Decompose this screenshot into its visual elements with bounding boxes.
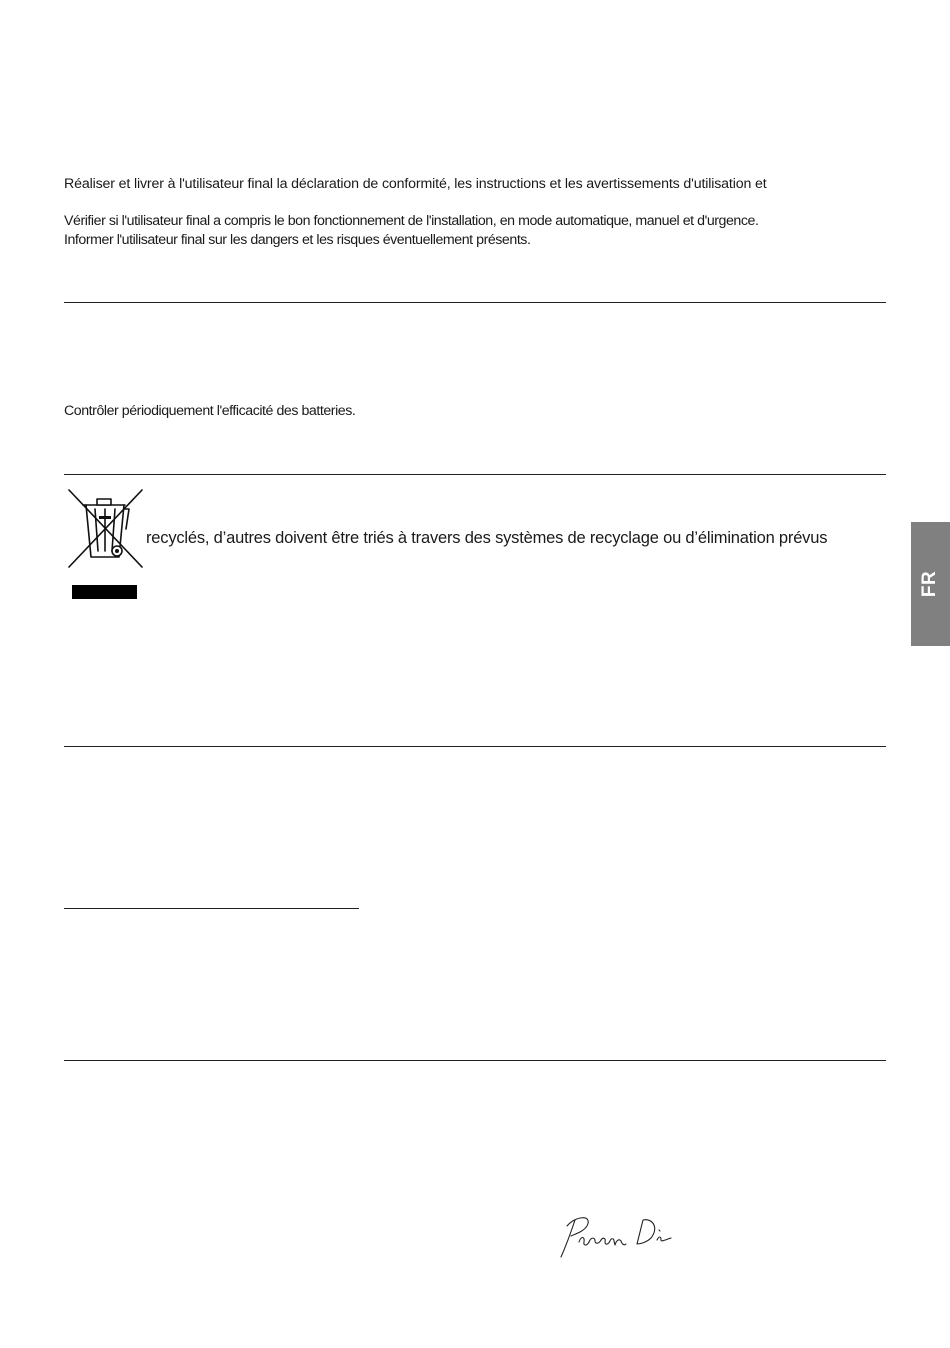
section-divider-3 bbox=[64, 746, 886, 747]
footnote-divider bbox=[64, 908, 359, 909]
section-divider-4 bbox=[64, 1060, 886, 1061]
maintenance-instruction-line-1: Contrôler périodiquement l'efficacité des batteries. bbox=[64, 403, 356, 419]
weee-crossed-bin-icon bbox=[64, 487, 146, 603]
disposal-text: recyclés, d’autres doivent être triés à travers des systèmes de recyclage ou d’élimination prévus bbox=[146, 529, 828, 547]
installer-instruction-line-1: Réaliser et livrer à l'utilisateur final la déclaration de conformité, les instructions et les avertissements d'utilisation et bbox=[64, 176, 767, 192]
section-divider-1 bbox=[64, 302, 886, 303]
installer-instruction-line-2: Vérifier si l'utilisateur final a compris le bon fonctionnement de l'installation, en mode automatique, manuel et d'urgence. bbox=[64, 213, 759, 229]
language-tab-label: FR bbox=[919, 570, 941, 598]
section-divider-2 bbox=[64, 474, 886, 475]
installer-instruction-line-3: Informer l'utilisateur final sur les dangers et les risques éventuellement présents. bbox=[64, 232, 531, 248]
language-tab-fr[interactable] bbox=[911, 522, 950, 646]
handwritten-signature bbox=[553, 1210, 681, 1262]
